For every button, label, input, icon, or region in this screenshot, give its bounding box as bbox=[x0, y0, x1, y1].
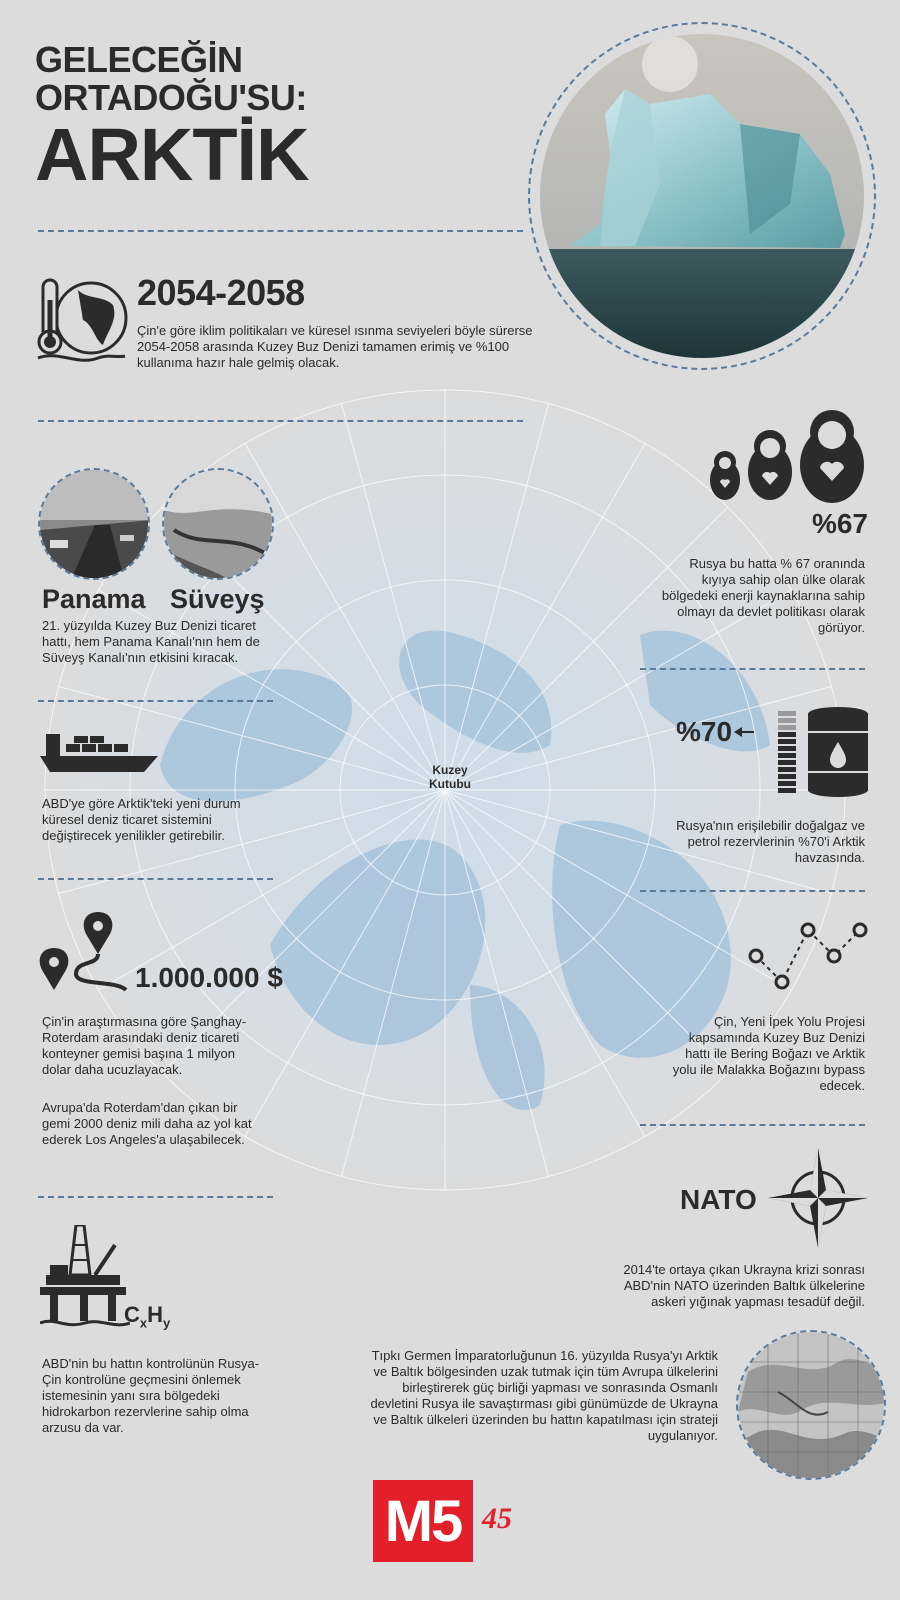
pole-label-line-1: Kuzey bbox=[432, 763, 468, 777]
money-text-2: Avrupa'da Roterdam'dan çıkan bir gemi 2000 deniz mili daha az yol kat ederek Los Angeles'a ulaşabilecek. bbox=[42, 1100, 252, 1147]
title-line-3: ARKTİK bbox=[35, 113, 309, 196]
panama-canal-image bbox=[40, 470, 150, 580]
title-line-1: GELECEĞİN bbox=[35, 39, 243, 80]
divider-8 bbox=[640, 1124, 865, 1126]
ship-text: ABD'ye göre Arktik'teki yeni durum küresel deniz ticaret sistemini değiştirecek yenilikler getirebilir. bbox=[42, 796, 241, 843]
climate-icon bbox=[33, 270, 131, 368]
iceberg-image bbox=[540, 34, 864, 358]
money-amount: 1.000.000 $ bbox=[135, 962, 283, 993]
network-route-icon bbox=[746, 918, 870, 990]
years-text: Çin'e göre iklim politikaları ve küresel ısınma seviyeleri böyle sürerse 2054-2058 arasında Kuzey Buz Denizi tamamen erimiş ve %100 kullanıma hazır hale gelmiş olacak. bbox=[137, 323, 533, 370]
oil-barrel-gauge bbox=[732, 706, 872, 798]
reserves-text: Rusya'nın erişilebilir doğalgaz ve petrol rezervlerinin %70'i Arktik havzasında. bbox=[676, 818, 865, 865]
nato-star-icon bbox=[768, 1148, 868, 1248]
suez-label: Süveyş bbox=[170, 584, 265, 614]
panama-label: Panama bbox=[42, 584, 146, 614]
oil-rig-icon bbox=[40, 1225, 130, 1333]
oil-rig-text: ABD'nin bu hattın kontrolünün Rusya-Çin kontrolüne geçmesini önlemek istemesinin yanı sıra bölgedeki hidrokarbon rezervlerine sahip olma arzusu da var. bbox=[42, 1356, 260, 1435]
divider-7 bbox=[640, 890, 865, 892]
thermometer-globe-icon bbox=[33, 270, 131, 368]
divider-4 bbox=[38, 878, 273, 880]
divider-5 bbox=[38, 1196, 273, 1198]
ship-icon bbox=[40, 730, 160, 778]
panama-photo bbox=[38, 468, 150, 580]
divider-3 bbox=[38, 700, 273, 702]
location-route-icon bbox=[36, 910, 136, 995]
old-map-photo bbox=[736, 1330, 886, 1480]
years-title: 2054-2058 bbox=[137, 272, 305, 313]
cargo-ship-icon bbox=[40, 730, 160, 778]
historic-map-image bbox=[738, 1332, 886, 1480]
suez-canal-image bbox=[164, 470, 274, 580]
divider-1 bbox=[38, 230, 523, 232]
matryoshka-dolls-icon bbox=[708, 410, 868, 504]
nato-compass-icon bbox=[768, 1148, 868, 1248]
oil-barrel-icon bbox=[732, 706, 872, 798]
russia-text: Rusya bu hatta % 67 oranında kıyıya sahip olan ülke olarak bölgedeki enerji kaynaklarına sahip olmayı da devlet politikası olarak görüyor. bbox=[661, 556, 865, 635]
anniversary-badge: 45 bbox=[482, 1502, 512, 1535]
formula-x: x bbox=[139, 1315, 148, 1331]
china-route-text: Çin, Yeni İpek Yolu Projesi kapsamında Kuzey Buz Denizi hattı ile Bering Boğazı ve Arktik yolu ile Malakka Boğazını bypass edecek. bbox=[672, 1014, 865, 1093]
m5-logo bbox=[373, 1480, 473, 1562]
nato-text: 2014'te ortaya çıkan Ukrayna krizi sonrası ABD'nin NATO üzerinden Baltık ülkelerine askeri yığınak yapması tesadüf değil. bbox=[623, 1262, 865, 1309]
iceberg-photo bbox=[540, 34, 864, 358]
formula-c: C bbox=[124, 1302, 140, 1327]
nato-label: NATO bbox=[680, 1184, 757, 1215]
formula-y: y bbox=[163, 1315, 171, 1331]
m5-logo-text: M5 bbox=[384, 1488, 462, 1554]
reserves-pct: %70 bbox=[676, 716, 733, 747]
canals-text: 21. yüzyılda Kuzey Buz Denizi ticaret hattı, hem Panama Kanalı'nın hem de Süveyş Kanalı'nın etkisini kıracak. bbox=[42, 618, 260, 665]
route-graph-icon bbox=[746, 918, 870, 990]
money-text-1: Çin'in araştırmasına göre Şanghay-Roterdam arasındaki deniz ticareti konteyner gemisi başına 1 milyon dolar daha ucuzlayacak. bbox=[42, 1014, 247, 1077]
divider-6 bbox=[640, 668, 865, 670]
matryoshka-icon bbox=[708, 410, 868, 504]
formula-h: H bbox=[147, 1302, 164, 1327]
divider-2 bbox=[38, 420, 523, 422]
page-title bbox=[35, 39, 309, 196]
russia-pct: %67 bbox=[811, 508, 868, 539]
iceberg-photo-frame bbox=[528, 22, 876, 370]
north-pole-label bbox=[405, 763, 495, 791]
suez-photo bbox=[162, 468, 274, 580]
title-line-2: ORTADOĞU'SU: bbox=[35, 77, 307, 118]
history-text: Tıpkı Germen İmparatorluğunun 16. yüzyılda Rusya'yı Arktik ve Baltık bölgesinden uzak tutmak için tüm Avrupa ülkelerini birleştirerek güç birliği yapması ve sonrasında Osmanlı devletini Rusya ile savaştırması gibi günümüzde de Ukrayna ve Baltık ülkeleri üzerinden bu hattın kapatılması için strateji uygulanıyor. bbox=[370, 1348, 718, 1443]
route-icon bbox=[36, 910, 136, 995]
hydrocarbon-formula bbox=[124, 1302, 170, 1330]
oil-platform-icon bbox=[40, 1225, 130, 1333]
pole-label-line-2: Kutubu bbox=[429, 777, 471, 791]
